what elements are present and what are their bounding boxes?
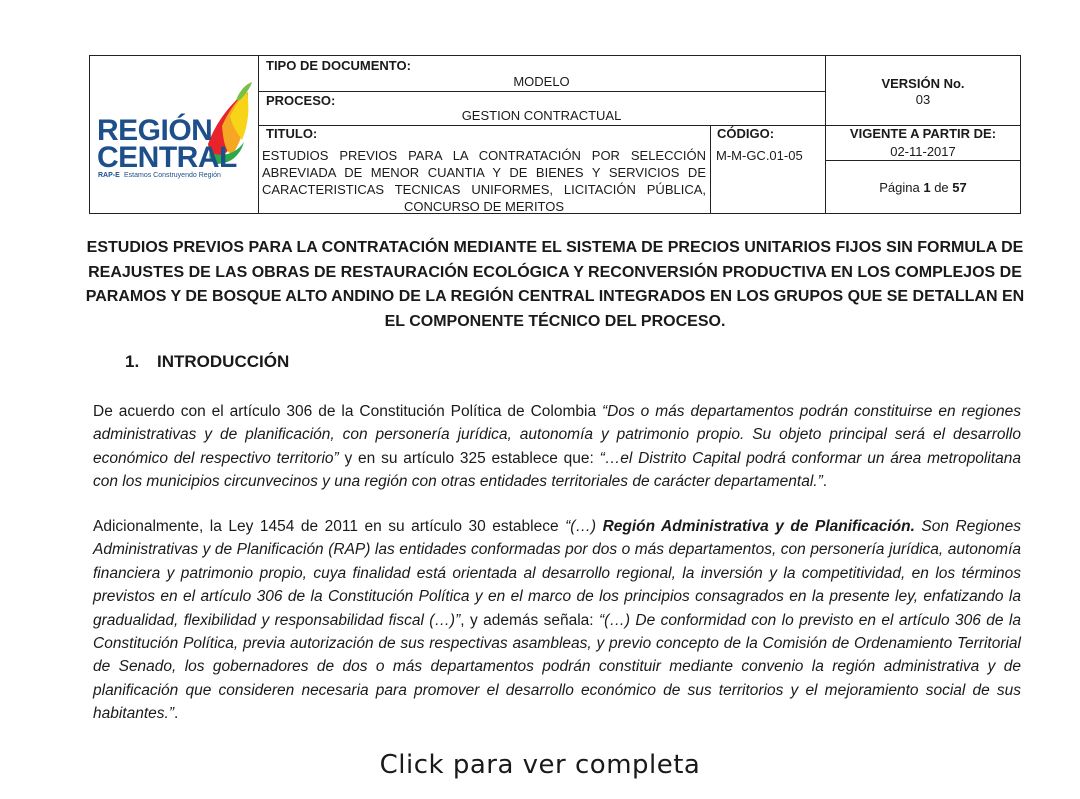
region-central-logo (90, 56, 259, 213)
page-prefix: Página (879, 180, 920, 195)
tipo-documento-value: MODELO (513, 74, 570, 89)
section-heading (125, 352, 289, 372)
quote-run: Son Regiones Administrativas y de Planificación (RAP) las entidades conformadas por dos o más departamentos, con personería jurídica, autonomía financiera y patrimonio propio, cuya finalidad está orientada al desarrollo regional, la inversión y la competitividad, en los términos previstos en el artículo 306 de la Constitución Política y en el marco de los principios consagrados en la presente ley, enfatizando la gradualidad, flexibilidad y responsabilidad fiscal (…)” (93, 518, 1022, 629)
divider (825, 160, 1021, 161)
page-of: de (934, 180, 949, 195)
quote-run: “Dos o más departamentos podrán constituirse en regiones administrativas y de planificación, con personería jurídica, autonomía y patrimonio propio. Su objeto principal será el desarrollo económico del respectivo territorio” (93, 403, 1021, 467)
paragraph-2 (93, 515, 1021, 726)
text-run: y en su artículo 325 establece que: (338, 449, 600, 467)
proceso-label: PROCESO: (266, 93, 336, 108)
logo-text-region: REGIÓN (97, 114, 213, 147)
text-run: , y además señala: (460, 611, 599, 629)
logo-tag: RAP-E (98, 172, 120, 179)
quote-run: “(…) De conformidad con lo previsto en el artículo 306 de la Constitución Política, previa autorización de sus respectivas asambleas, y previo concepto de la Comisión de Ordenamiento Territorial de Senado, los gobernadores de dos o más departamentos podrán constituir mediante convenio la región administrativa y de planificación que consideren necesaria para promover el desarrollo económico de sus territorios y el mejoramiento social de sus habitantes.” (93, 611, 1021, 723)
tipo-documento-label: TIPO DE DOCUMENTO: (266, 58, 411, 73)
text-run: . (822, 473, 828, 491)
text-run: Adicionalmente, la Ley 1454 de 2011 en su artículo 30 establece (93, 518, 566, 535)
vigente-value: 02-11-2017 (890, 144, 956, 159)
logo-text-central: CENTRAL (97, 141, 237, 174)
quote-run: “(…) (565, 518, 603, 535)
proceso-value: GESTION CONTRACTUAL (461, 108, 622, 123)
divider (258, 91, 825, 92)
page-total: 57 (952, 180, 967, 195)
section-number: 1. (125, 352, 140, 371)
codigo-value: M-M-GC.01-05 (716, 148, 803, 163)
document-header-table (89, 55, 1021, 214)
divider (710, 125, 711, 213)
page-current: 1 (923, 180, 931, 195)
titulo-label: TITULO: (266, 126, 318, 141)
version-value: 03 (915, 92, 931, 107)
quote-run: “…el Distrito Capital podrá conformar un área metropolitana con los municipios circunvecinos y una región con otras entidades territoriales de carácter departamental.” (93, 449, 1021, 491)
text-run: . (174, 705, 179, 723)
codigo-label: CÓDIGO: (717, 126, 775, 141)
version-label: VERSIÓN No. (881, 76, 965, 91)
document-title: ESTUDIOS PREVIOS PARA LA CONTRATACIÓN MEDIANTE EL SISTEMA DE PRECIOS UNITARIOS FIJOS SIN FORMULA DE REAJUSTES DE LAS OBRAS DE RESTAURACIÓN ECOLÓGICA Y RECONVERSIÓN PRODUCTIVA EN LOS COMPLEJOS DE PARAMOS Y DE BOSQUE ALTO ANDINO DE LA REGIÓN CENTRAL INTEGRADOS EN LOS GRUPOS QUE SE DETALLAN EN EL COMPONENTE TÉCNICO DEL PROCESO. (85, 239, 1025, 330)
paragraph-1 (93, 400, 1021, 494)
logo-tagline: Estamos Construyendo Región (124, 172, 221, 179)
text-run: De acuerdo con el artículo 306 de la Constitución Política de Colombia (93, 403, 603, 420)
section-title: INTRODUCCIÓN (157, 352, 290, 371)
bold-quote-run: Región Administrativa y de Planificación. (602, 518, 915, 535)
vigente-label: VIGENTE A PARTIR DE: (849, 126, 997, 141)
titulo-value: ESTUDIOS PREVIOS PARA LA CONTRATACIÓN POR SELECCIÓN ABREVIADA DE MENOR CUANTIA Y DE BIENES Y SERVICIOS DE CARACTERISTICAS TECNICAS UNIFORMES, LICITACIÓN PÚBLICA, CONCURSO DE MERITOS (262, 148, 706, 214)
page-indicator (825, 180, 1021, 195)
view-full-link[interactable]: Click para ver completa (379, 750, 701, 780)
